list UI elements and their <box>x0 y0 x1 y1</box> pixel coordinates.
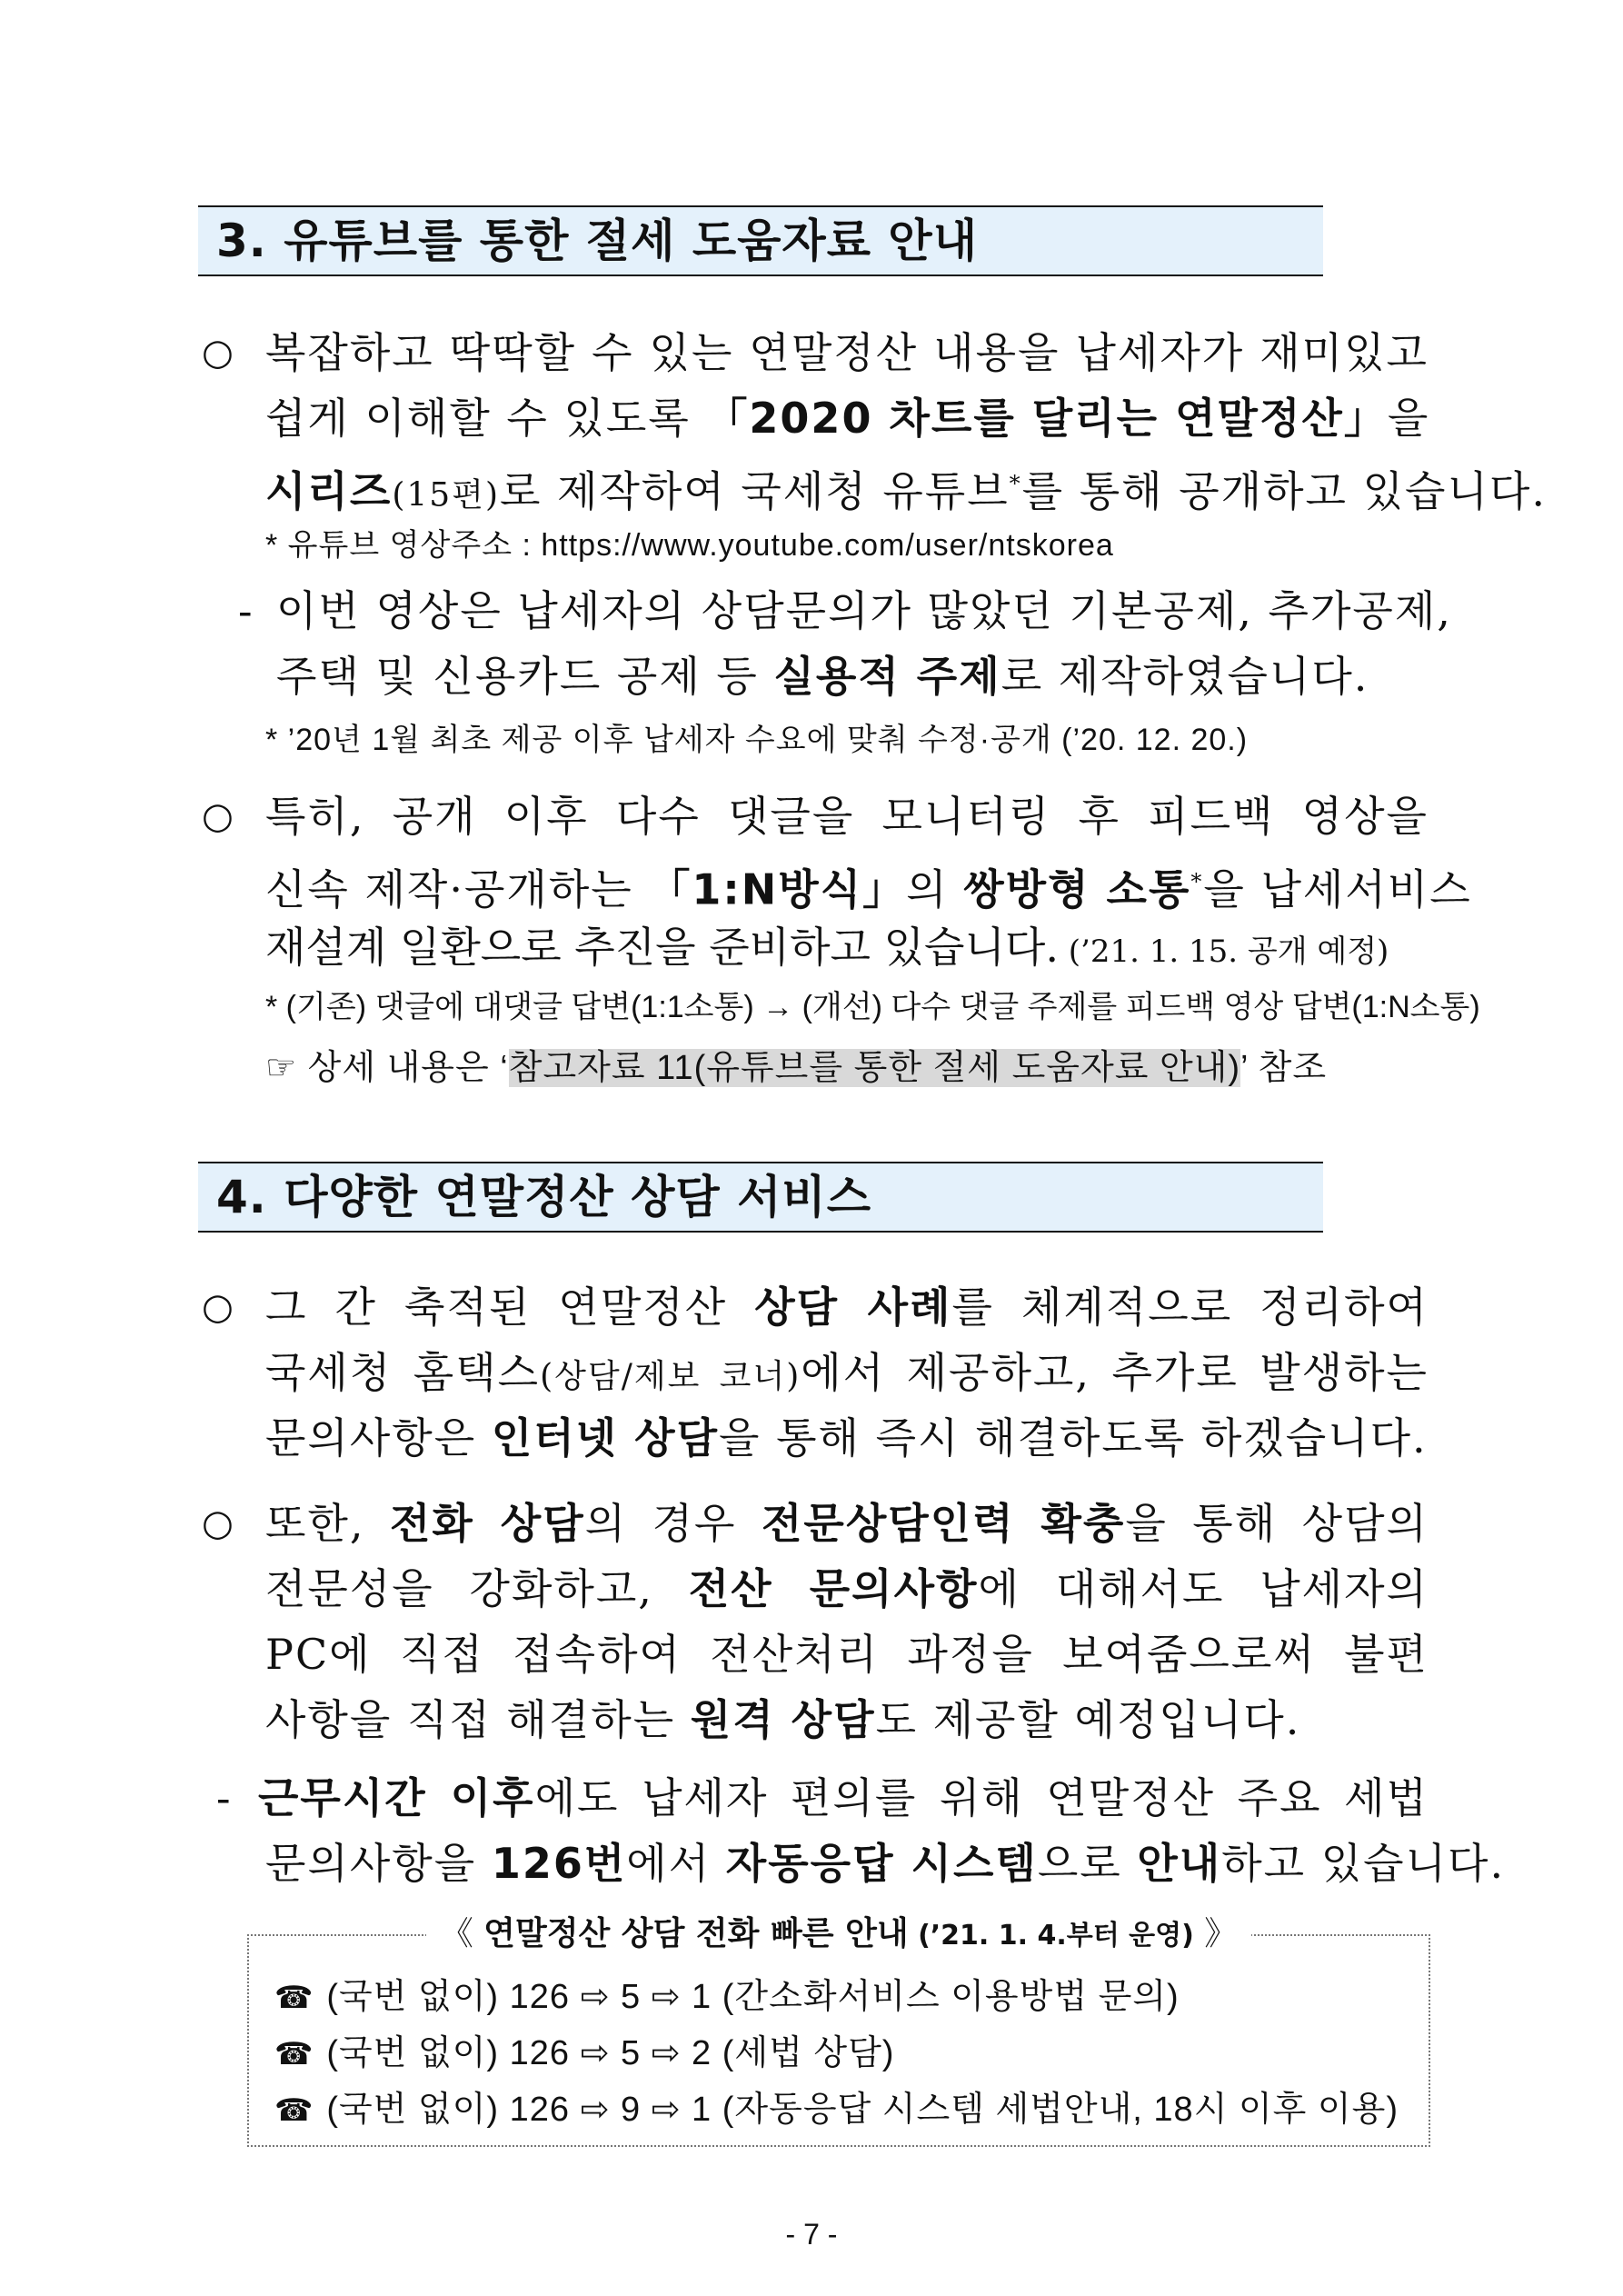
section-4-heading: 4. 다양한 연말정산 상담 서비스 <box>198 1162 1323 1233</box>
s3-b1-line3: 시리즈(15편)로 제작하여 국세청 유튜브*를 통해 공개하고 있습니다. <box>265 466 1547 516</box>
s4-sub1-line2: 문의사항을 126번에서 자동응답 시스템으로 안내하고 있습니다. <box>265 1839 1506 1888</box>
phone-icon: ☎ <box>274 2036 314 2072</box>
s3-b2-footnote: * (기존) 댓글에 대댓글 답변(1:1소통) → (개선) 다수 댓글 주제를 피드백 영상 답변(1:N소통) <box>265 990 1480 1024</box>
section-3-heading: 3. 유튜브를 통한 절세 도움자료 안내 <box>198 205 1323 276</box>
s3-b1-line1: 복잡하고 딱딱할 수 있는 연말정산 내용을 납세자가 재미있고 <box>265 328 1429 377</box>
phone-guide-box <box>247 1915 1430 2147</box>
dash-marker: - <box>216 1773 231 1822</box>
s4-b1-line1: 그 간 축적된 연말정산 상담 사례를 체계적으로 정리하여 <box>265 1283 1429 1332</box>
bullet-marker: ○ <box>202 332 234 374</box>
s3-b2-line3: 재설계 일환으로 추진을 준비하고 있습니다. (’21. 1. 15. 공개 예정) <box>265 923 1389 972</box>
phone-icon: ☎ <box>274 1980 314 2016</box>
phone-guide-row: ☎ (국번 없이) 126 ⇨ 9 ⇨ 1 (자동응답 시스템 세법안내, 18시 이후 이용) <box>274 2091 1399 2129</box>
s4-b1-line2: 국세청 홈택스(상담/제보 코너)에서 제공하고, 추가로 발생하는 <box>265 1348 1429 1397</box>
s4-b1-line3: 문의사항은 인터넷 상담을 통해 즉시 해결하도록 하겠습니다. <box>265 1413 1428 1462</box>
s4-b2-line1: 또한, 전화 상담의 경우 전문상담인력 확충을 통해 상담의 <box>265 1499 1429 1548</box>
s3-reference: ☞ 상세 내용은 ‘참고자료 11(유튜브를 통한 절세 도움자료 안내)’ 참조 <box>265 1049 1328 1087</box>
s4-b2-line3: PC에 직접 접속하여 전산처리 과정을 보여줌으로써 불편 <box>265 1630 1429 1679</box>
phone-icon: ☎ <box>274 2092 314 2129</box>
phone-guide-row: ☎ (국번 없이) 126 ⇨ 5 ⇨ 1 (간소화서비스 이용방법 문의) <box>274 1978 1180 2016</box>
bullet-marker: ○ <box>202 795 234 837</box>
bullet-marker: ○ <box>202 1286 234 1328</box>
s3-sub1-footnote: * ’20년 1월 최초 제공 이후 납세자 수요에 맞춰 수정·공개 (’20. 12. 20.) <box>265 723 1249 757</box>
s3-sub1-line2: 주택 및 신용카드 공제 등 실용적 주제로 제작하였습니다. <box>276 652 1369 701</box>
s4-b2-line4: 사항을 직접 해결하는 원격 상담도 제공할 예정입니다. <box>265 1695 1301 1744</box>
dash-marker: - <box>238 586 253 635</box>
phone-guide-row: ☎ (국번 없이) 126 ⇨ 5 ⇨ 2 (세법 상담) <box>274 2034 895 2072</box>
s3-b1-line2: 쉽게 이해할 수 있도록 「2020 차트를 달리는 연말정산」을 <box>265 394 1430 443</box>
s4-sub1-line1: 근무시간 이후에도 납세자 편의를 위해 연말정산 주요 세법 <box>258 1773 1429 1822</box>
page-number: - 7 - <box>785 2218 838 2251</box>
phone-guide-title: 《 연말정산 상담 전화 빠른 안내 (’21. 1. 4.부터 운영) 》 <box>249 1912 1429 1958</box>
s3-b1-footnote: * 유튜브 영상주소 : https://www.youtube.com/user/ntskorea <box>265 528 1114 563</box>
s3-sub1-line1: 이번 영상은 납세자의 상담문의가 많았던 기본공제, 추가공제, <box>276 586 1452 635</box>
s3-b2-line1: 특히, 공개 이후 다수 댓글을 모니터링 후 피드백 영상을 <box>265 792 1429 841</box>
s3-b2-line2: 신속 제작·공개하는 「1:N방식」의 쌍방형 소통*을 납세서비스 <box>265 864 1472 914</box>
s4-b2-line2: 전문성을 강화하고, 전산 문의사항에 대해서도 납세자의 <box>265 1564 1429 1613</box>
bullet-marker: ○ <box>202 1502 234 1544</box>
